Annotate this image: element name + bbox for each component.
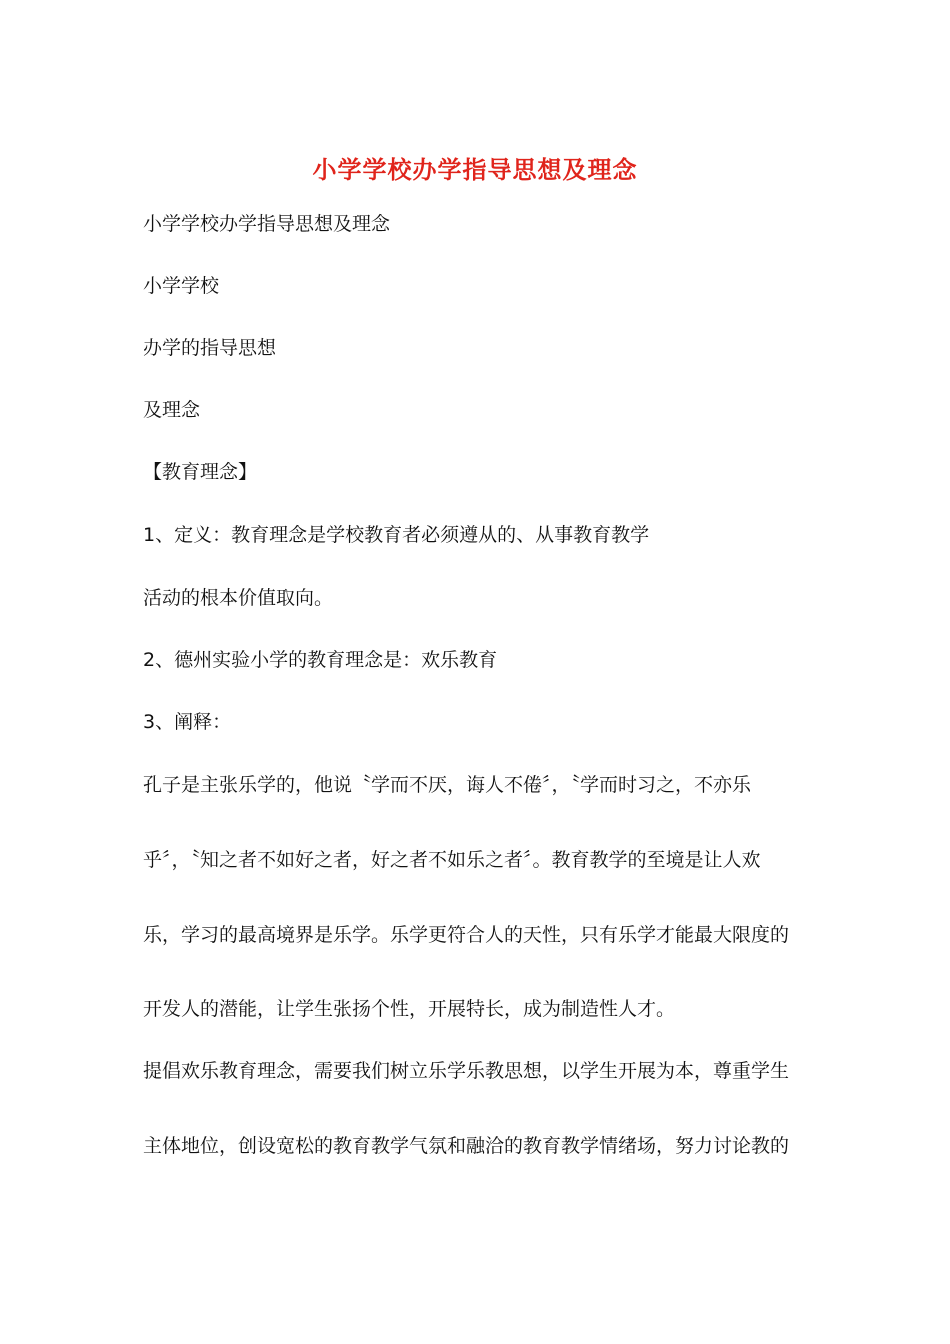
paragraph-line: 主体地位，创设宽松的教育教学气氛和融洽的教育教学情绪场，努力讨论教的 [143,1135,790,1157]
paragraph-line: 小学学校 [143,275,220,297]
paragraph-line: 开发人的潜能，让学生张扬个性，开展特长，成为制造性人才。 [143,998,676,1020]
paragraph-line: 1、定义：教育理念是学校教育者必须遵从的、从事教育教学 [143,524,650,546]
paragraph-line: 办学的指导思想 [143,337,277,359]
section-heading: 【教育理念】 [143,461,258,483]
paragraph-line: 乎〞，〝知之者不如好之者，好之者不如乐之者〞。教育教学的至境是让人欢 [143,849,761,871]
paragraph-line: 3、阐释： [143,711,232,733]
document-title: 小学学校办学指导思想及理念 [312,155,638,184]
paragraph-line: 活动的根本价值取向。 [143,587,334,609]
paragraph-line: 提倡欢乐教育理念，需要我们树立乐学乐教思想，以学生开展为本，尊重学生 [143,1060,790,1082]
paragraph-line: 及理念 [143,399,201,421]
paragraph-line: 乐，学习的最高境界是乐学。乐学更符合人的天性，只有乐学才能最大限度的 [143,924,790,946]
paragraph-line: 小学学校办学指导思想及理念 [143,213,391,235]
paragraph-line: 孔子是主张乐学的，他说〝学而不厌，诲人不倦〞，〝学而时习之，不亦乐 [143,774,752,796]
paragraph-line: 2、德州实验小学的教育理念是：欢乐教育 [143,649,498,671]
